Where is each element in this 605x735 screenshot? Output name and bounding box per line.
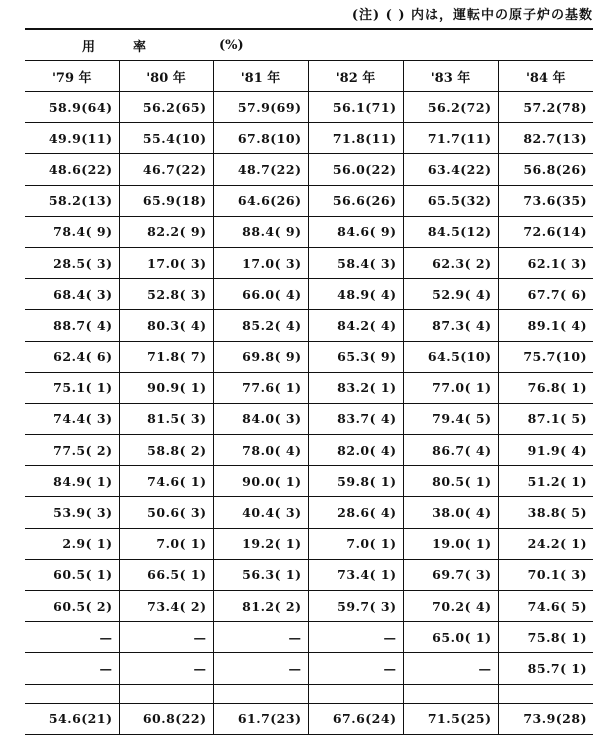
table-cell: 56.2(65) bbox=[119, 92, 213, 123]
table-cell: 89.1( 4) bbox=[498, 310, 593, 341]
table-cell: 70.1( 3) bbox=[498, 559, 593, 590]
table-cell: — bbox=[308, 653, 403, 684]
table-cell: 55.4(10) bbox=[119, 123, 213, 154]
table-cell: 74.4( 3) bbox=[25, 403, 119, 434]
table-cell: 7.0( 1) bbox=[119, 528, 213, 559]
table-cell: 17.0( 3) bbox=[213, 247, 308, 278]
total-cell: 61.7(23) bbox=[213, 703, 308, 734]
table-cell: 73.6(35) bbox=[498, 185, 593, 216]
table-row bbox=[25, 279, 593, 310]
year-header: '83 年 bbox=[403, 61, 498, 92]
table-cell: 85.7( 1) bbox=[498, 653, 593, 684]
table-cell: 68.4( 3) bbox=[25, 279, 119, 310]
table-cell: 91.9( 4) bbox=[498, 435, 593, 466]
table-cell: 82.7(13) bbox=[498, 123, 593, 154]
title-part-2: 率 bbox=[119, 29, 213, 61]
table-cell: 60.5( 2) bbox=[25, 591, 119, 622]
table-cell: 46.7(22) bbox=[119, 154, 213, 185]
table-cell: 60.5( 1) bbox=[25, 559, 119, 590]
table-cell: 67.7( 6) bbox=[498, 279, 593, 310]
table-cell: 19.2( 1) bbox=[213, 528, 308, 559]
table-cell: 66.0( 4) bbox=[213, 279, 308, 310]
table-row bbox=[25, 403, 593, 434]
table-cell: 65.3( 9) bbox=[308, 341, 403, 372]
table-cell: 88.4( 9) bbox=[213, 216, 308, 247]
table-cell: 77.5( 2) bbox=[25, 435, 119, 466]
table-cell: 24.2( 1) bbox=[498, 528, 593, 559]
table-cell: 7.0( 1) bbox=[308, 528, 403, 559]
table-cell: 56.2(72) bbox=[403, 92, 498, 123]
title-unit: (%) bbox=[213, 29, 308, 61]
table-cell: — bbox=[403, 653, 498, 684]
table-cell: 62.1( 3) bbox=[498, 247, 593, 278]
table-cell: 65.0( 1) bbox=[403, 622, 498, 653]
table-cell: 58.9(64) bbox=[25, 92, 119, 123]
table-cell: 48.7(22) bbox=[213, 154, 308, 185]
table-cell: 74.6( 1) bbox=[119, 466, 213, 497]
total-row bbox=[25, 703, 593, 734]
table-row bbox=[25, 497, 593, 528]
table-cell: 64.5(10) bbox=[403, 341, 498, 372]
table-cell: 81.5( 3) bbox=[119, 403, 213, 434]
table-cell: 59.8( 1) bbox=[308, 466, 403, 497]
table-cell: 48.6(22) bbox=[25, 154, 119, 185]
table-cell: 77.6( 1) bbox=[213, 372, 308, 403]
table-cell: 88.7( 4) bbox=[25, 310, 119, 341]
table-cell: 84.9( 1) bbox=[25, 466, 119, 497]
total-cell: 71.5(25) bbox=[403, 703, 498, 734]
table-cell: 56.0(22) bbox=[308, 154, 403, 185]
table-cell: 84.0( 3) bbox=[213, 403, 308, 434]
table-cell: 51.2( 1) bbox=[498, 466, 593, 497]
table-cell: — bbox=[213, 653, 308, 684]
table-cell: 17.0( 3) bbox=[119, 247, 213, 278]
table-cell: 53.9( 3) bbox=[25, 497, 119, 528]
table-cell: 67.8(10) bbox=[213, 123, 308, 154]
table-row bbox=[25, 341, 593, 372]
table-cell: 38.0( 4) bbox=[403, 497, 498, 528]
capacity-factor-table bbox=[25, 28, 593, 735]
table-cell: 64.6(26) bbox=[213, 185, 308, 216]
table-cell: 73.4( 2) bbox=[119, 591, 213, 622]
table-cell: 50.6( 3) bbox=[119, 497, 213, 528]
table-cell: 83.7( 4) bbox=[308, 403, 403, 434]
year-header-row bbox=[25, 61, 593, 92]
table-cell: 63.4(22) bbox=[403, 154, 498, 185]
table-cell: 69.7( 3) bbox=[403, 559, 498, 590]
table-row bbox=[25, 466, 593, 497]
table-row bbox=[25, 123, 593, 154]
table-cell: 58.4( 3) bbox=[308, 247, 403, 278]
table-cell: 56.1(71) bbox=[308, 92, 403, 123]
table-cell: 87.1( 5) bbox=[498, 403, 593, 434]
table-cell: — bbox=[308, 622, 403, 653]
table-cell: 86.7( 4) bbox=[403, 435, 498, 466]
table-cell: 78.4( 9) bbox=[25, 216, 119, 247]
table-cell: 75.8( 1) bbox=[498, 622, 593, 653]
table-cell: 57.2(78) bbox=[498, 92, 593, 123]
table-cell: 56.3( 1) bbox=[213, 559, 308, 590]
title-part-1: 用 bbox=[25, 29, 119, 61]
table-cell: — bbox=[119, 653, 213, 684]
table-row bbox=[25, 653, 593, 684]
table-cell: 56.8(26) bbox=[498, 154, 593, 185]
year-header: '79 年 bbox=[25, 61, 119, 92]
table-cell: 84.2( 4) bbox=[308, 310, 403, 341]
year-header: '80 年 bbox=[119, 61, 213, 92]
table-cell: 81.2( 2) bbox=[213, 591, 308, 622]
table-cell: 76.8( 1) bbox=[498, 372, 593, 403]
table-row bbox=[25, 185, 593, 216]
table-cell: 38.8( 5) bbox=[498, 497, 593, 528]
table-cell: 70.2( 4) bbox=[403, 591, 498, 622]
table-cell: 72.6(14) bbox=[498, 216, 593, 247]
table-cell: 80.3( 4) bbox=[119, 310, 213, 341]
table-row bbox=[25, 216, 593, 247]
table-cell: 52.9( 4) bbox=[403, 279, 498, 310]
year-header: '82 年 bbox=[308, 61, 403, 92]
table-row bbox=[25, 559, 593, 590]
table-cell: 58.8( 2) bbox=[119, 435, 213, 466]
table-row bbox=[25, 154, 593, 185]
table-cell: 66.5( 1) bbox=[119, 559, 213, 590]
table-cell: 85.2( 4) bbox=[213, 310, 308, 341]
table-cell: 28.6( 4) bbox=[308, 497, 403, 528]
total-cell: 73.9(28) bbox=[498, 703, 593, 734]
table-cell: — bbox=[25, 653, 119, 684]
table-cell: 2.9( 1) bbox=[25, 528, 119, 559]
table-cell: 75.1( 1) bbox=[25, 372, 119, 403]
table-cell: 49.9(11) bbox=[25, 123, 119, 154]
table-cell: 87.3( 4) bbox=[403, 310, 498, 341]
table-cell: 57.9(69) bbox=[213, 92, 308, 123]
table-body bbox=[25, 92, 593, 735]
table-cell: 73.4( 1) bbox=[308, 559, 403, 590]
year-header: '81 年 bbox=[213, 61, 308, 92]
table-cell: 82.2( 9) bbox=[119, 216, 213, 247]
table-cell: 71.8( 7) bbox=[119, 341, 213, 372]
table-cell: 62.3( 2) bbox=[403, 247, 498, 278]
table-row bbox=[25, 310, 593, 341]
table-cell: 80.5( 1) bbox=[403, 466, 498, 497]
table-row bbox=[25, 372, 593, 403]
table-cell: 19.0( 1) bbox=[403, 528, 498, 559]
table-row bbox=[25, 435, 593, 466]
table-cell: 90.9( 1) bbox=[119, 372, 213, 403]
total-cell: 54.6(21) bbox=[25, 703, 119, 734]
table-row bbox=[25, 622, 593, 653]
year-header: '84 年 bbox=[498, 61, 593, 92]
table-cell: 82.0( 4) bbox=[308, 435, 403, 466]
table-cell: 71.8(11) bbox=[308, 123, 403, 154]
total-cell: 60.8(22) bbox=[119, 703, 213, 734]
table-cell: 59.7( 3) bbox=[308, 591, 403, 622]
table-cell: 65.9(18) bbox=[119, 185, 213, 216]
table-cell: — bbox=[213, 622, 308, 653]
table-row bbox=[25, 528, 593, 559]
table-cell: 78.0( 4) bbox=[213, 435, 308, 466]
table-title-row bbox=[25, 29, 593, 61]
table-cell: 75.7(10) bbox=[498, 341, 593, 372]
table-cell: 83.2( 1) bbox=[308, 372, 403, 403]
table-cell: 79.4( 5) bbox=[403, 403, 498, 434]
table-row bbox=[25, 591, 593, 622]
table-cell: 56.6(26) bbox=[308, 185, 403, 216]
table-cell: 40.4( 3) bbox=[213, 497, 308, 528]
table-row bbox=[25, 247, 593, 278]
table-cell: 84.6( 9) bbox=[308, 216, 403, 247]
table-cell: 74.6( 5) bbox=[498, 591, 593, 622]
table-cell: 48.9( 4) bbox=[308, 279, 403, 310]
table-row bbox=[25, 92, 593, 123]
table-cell: 84.5(12) bbox=[403, 216, 498, 247]
table-cell: 71.7(11) bbox=[403, 123, 498, 154]
table-cell: 77.0( 1) bbox=[403, 372, 498, 403]
table-cell: 62.4( 6) bbox=[25, 341, 119, 372]
table-cell: 52.8( 3) bbox=[119, 279, 213, 310]
table-cell: 65.5(32) bbox=[403, 185, 498, 216]
table-cell: 90.0( 1) bbox=[213, 466, 308, 497]
table-cell: 58.2(13) bbox=[25, 185, 119, 216]
table-cell: — bbox=[119, 622, 213, 653]
table-note: (注) ( ) 内は，運転中の原子炉の基数 bbox=[351, 8, 593, 23]
total-cell: 67.6(24) bbox=[308, 703, 403, 734]
table-cell: 28.5( 3) bbox=[25, 247, 119, 278]
table-cell: — bbox=[25, 622, 119, 653]
table-cell: 69.8( 9) bbox=[213, 341, 308, 372]
